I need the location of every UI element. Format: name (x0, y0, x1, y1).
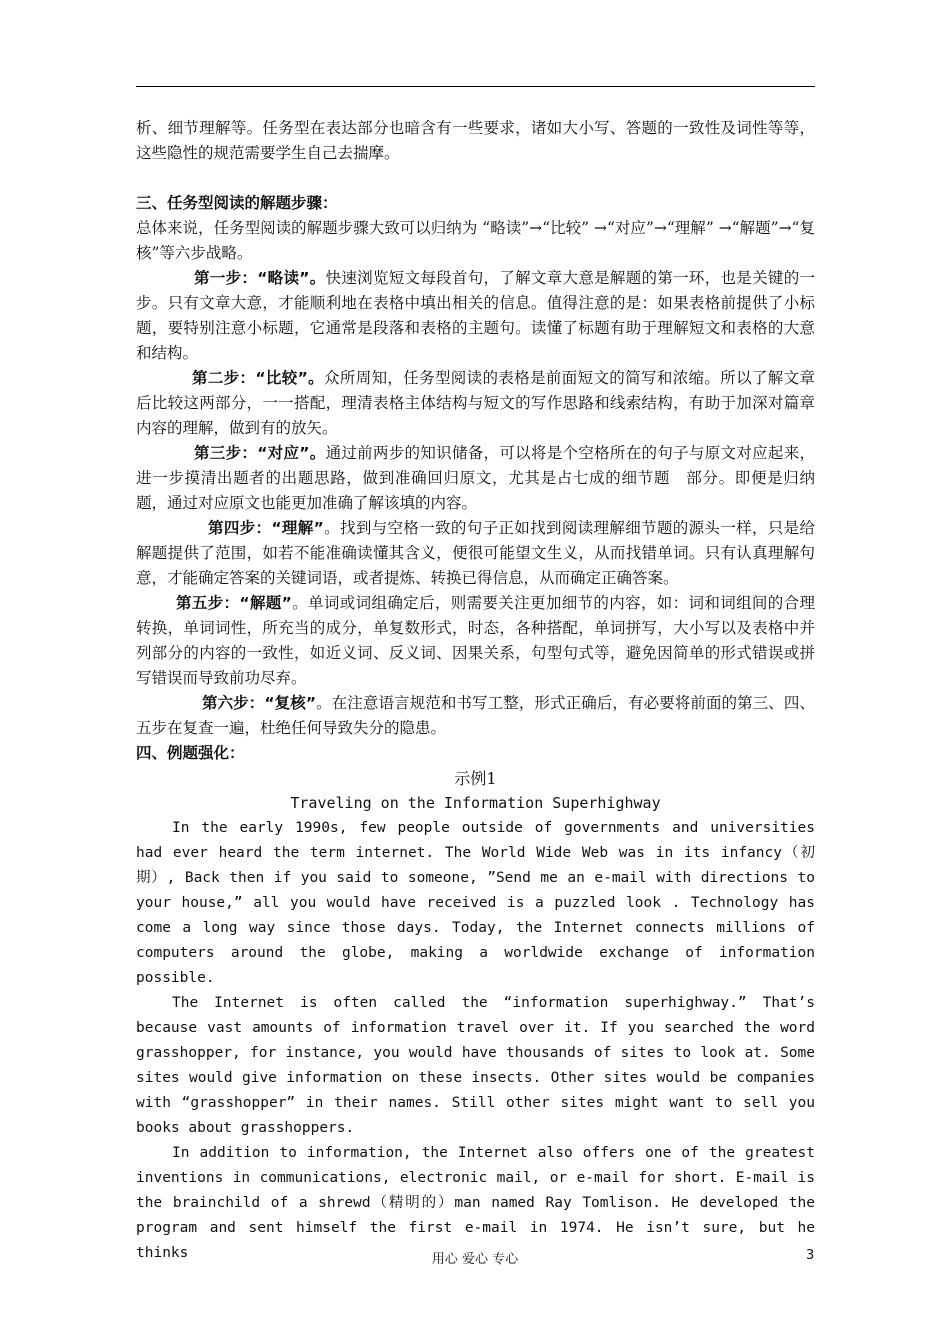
step-1-label: 第一步：“略读”。 (194, 269, 326, 287)
step-1-paragraph (136, 266, 815, 366)
step-4-label: 第四步：“理解” (208, 519, 324, 537)
step-6-paragraph (136, 691, 815, 741)
section-4-heading: 四、例题强化： (136, 744, 245, 762)
step-6-label: 第六步：“复核” (202, 694, 317, 712)
article-title: Traveling on the Information Superhighway (290, 794, 661, 812)
footer-slogan: 用心 爱心 专心 (431, 1252, 519, 1267)
header-rule (136, 86, 815, 87)
step-2-label: 第二步：“比较”。 (192, 369, 325, 387)
step-2-text: 众所周知，任务型阅读的表格是前面短文的简写和浓缩。所以了解文章后比较这两部分，一一搭配，理清表格主体结构与短文的写作思路和线索结构，有助于加深对篇章内容的理解，做到有的放矢。 (136, 369, 815, 437)
step-3-paragraph (136, 441, 815, 516)
step-5-label: 第五步：“解题” (176, 594, 292, 612)
section-3-heading: 三、任务型阅读的解题步骤： (136, 194, 338, 212)
step-1-text: 快速浏览短文每段首句，了解文章大意是解题的第一环，也是关键的一步。只有文章大意，才能顺利地在表格中填出相关的信息。值得注意的是：如果表格前提供了小标题，要特别注意小标题，它通常是段落和表格的主题句。读懂了标题有助于理解短文和表格的大意和结构。 (136, 269, 815, 362)
step-4-text: 。找到与空格一致的句子正如找到阅读理解细节题的源头一样，只是给解题提供了范围，如若不能准确读懂其含义，便很可能望文生义，从而找错单词。只有认真理解句意，才能确定答案的关键词语，或者提炼、转换已得信息，从而确定正确答案。 (136, 519, 815, 587)
step-5-text: 。单词或词组确定后，则需要关注更加细节的内容，如：词和词组间的合理转换，单词词性，所充当的成分，单复数形式，时态，各种搭配，单词拼写，大小写以及表格中并列部分的内容的一致性，如近义词、反义词、因果关系，句型句式等，避免因简单的形式错误或拼写错误而导致前功尽弃。 (136, 594, 815, 687)
step-3-text: 通过前两步的知识储备，可以将是个空格所在的句子与原文对应起来，进一步摸清出题者的出题思路，做到准确回归原文，尤其是占七成的细节题 部分。即便是归纳题，通过对应原文也能更加准确了解该填的内容。 (136, 444, 815, 512)
document-page (136, 116, 815, 1266)
step-4-paragraph (136, 516, 815, 591)
step-2-paragraph (136, 366, 815, 441)
section-3-summary: 总体来说，任务型阅读的解题步骤大致可以归纳为 “略读”→“比较” →“对应”→“理解” →“解题”→“复核”等六步战略。 (136, 219, 815, 262)
article-paragraph-2: The Internet is often called the “information superhighway.” That’s because vast amounts of information travel over it. If you searched the word grasshopper, for instance, you would have thousands of sites to look at. Some sites would give information on these insects. Other sites would be companies with “grasshopper” in their names. Still other sites might want to sell you books about grasshoppers. (136, 995, 815, 1136)
intro-continuation: 析、细节理解等。任务型在表达部分也暗含有一些要求，诸如大小写、答题的一致性及词性等等，这些隐性的规范需要学生自己去揣摩。 (136, 119, 815, 162)
step-5-paragraph (136, 591, 815, 691)
page-number: 3 (806, 1248, 815, 1263)
step-6-text: 。在注意语言规范和书写工整，形式正确后，有必要将前面的第三、四、五步在复查一遍，杜绝任何导致失分的隐患。 (136, 694, 815, 737)
step-3-label: 第三步：“对应”。 (194, 444, 326, 462)
article-paragraph-3: In addition to information, the Internet also offers one of the greatest inventions in communications, electronic mail, or e-mail for short. E-mail is the brainchild of a shrewd（精明的）man named Ray Tomlison. He developed the program and sent himself the first e-mail in 1974. He isn’t sure, but he thinks (136, 1145, 815, 1261)
article-paragraph-1: In the early 1990s, few people outside of governments and universities had ever heard the term internet. The World Wide Web was in its infancy（初期）, Back then if you said to someone, ”Send me an e-mail with directions to your house,” all you would have received is a puzzled look . Technology has come a long way since those days. Today, the Internet connects millions of computers around the globe, making a worldwide exchange of information possible. (136, 820, 815, 986)
example-label: 示例1 (454, 769, 497, 788)
